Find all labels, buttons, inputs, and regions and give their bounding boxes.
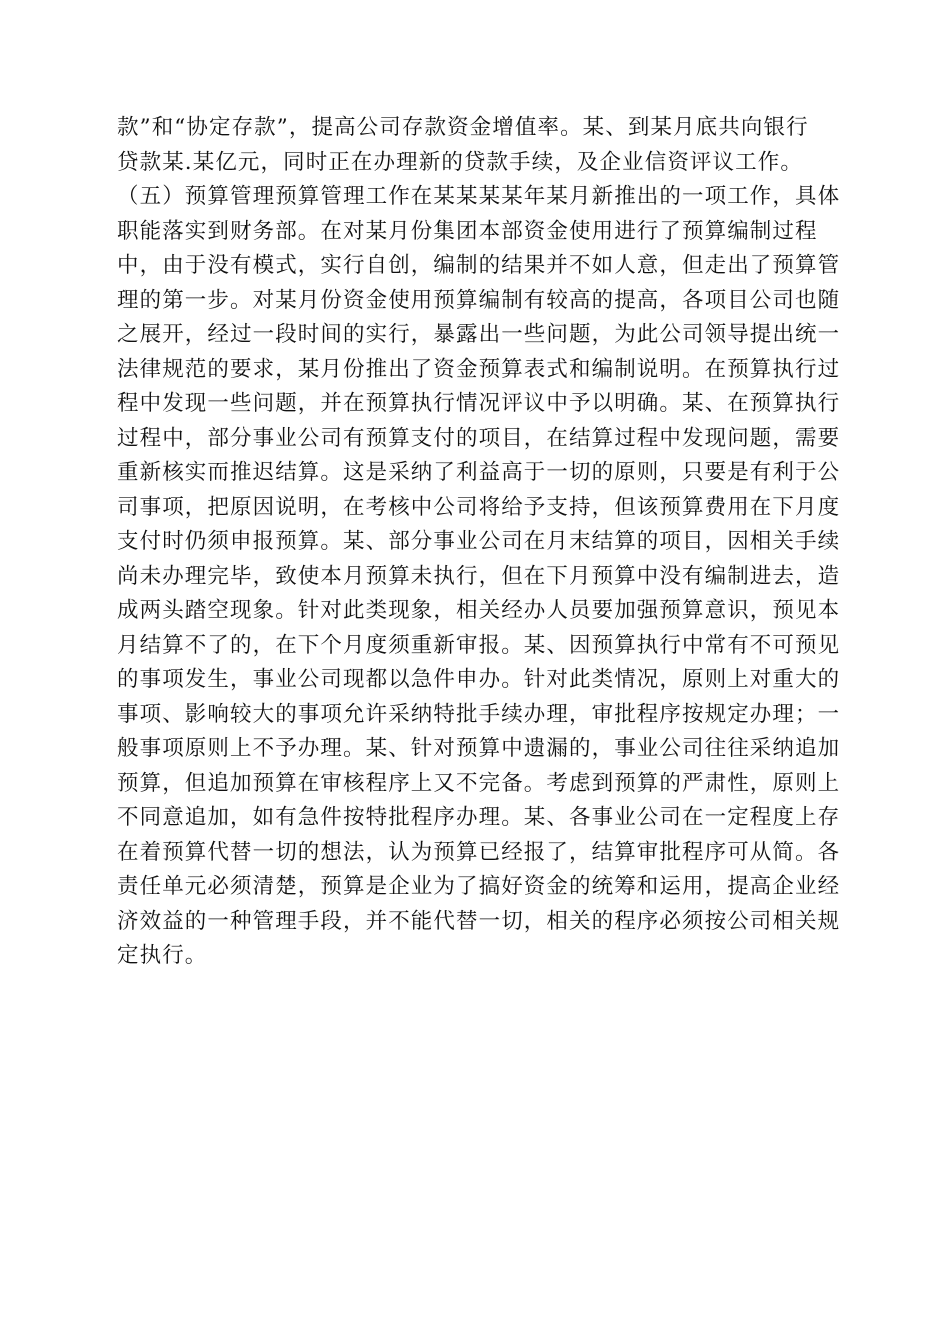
text-line: 法律规范的要求，某月份推出了资金预算表式和编制说明。在预算执行过 [117,356,841,382]
text-line: 事项、影响较大的事项允许采纳特批手续办理，审批程序按规定办理；一 [117,701,841,727]
text-line: 支付时仍须申报预算。某、部分事业公司在月末结算的项目，因相关手续 [117,529,841,554]
text-line: 般事项原则上不予办理。某、针对预算中遗漏的，事业公司往往采纳追加 [117,736,841,761]
text-line: 定执行。 [117,943,208,968]
text-line: 中，由于没有模式，实行自创，编制的结果并不如人意，但走出了预算管 [117,253,841,278]
text-line: 的事项发生，事业公司现都以急件申办。针对此类情况，原则上对重大的 [117,667,841,692]
text-line: 职能落实到财务部。在对某月份集团本部资金使用进行了预算编制过程 [117,218,818,244]
text-line: 理的第一步。对某月份资金使用预算编制有较高的提高，各项目公司也随 [117,287,841,313]
text-line: 之展开，经过一段时间的实行，暴露出一些问题，为此公司领导提出统一 [117,322,841,347]
text-line: 程中发现一些问题，并在预算执行情况评议中予以明确。某、在预算执行 [117,391,841,416]
body-text [117,111,841,974]
text-line: 月结算不了的，在下个月度须重新审报。某、因预算执行中常有不可预见 [117,632,841,658]
text-line: （五）预算管理预算管理工作在某某某某年某月新推出的一项工作，具体 [117,184,841,209]
text-line: 贷款某.某亿元，同时正在办理新的贷款手续，及企业信资评议工作。 [117,149,803,175]
text-line: 济效益的一种管理手段，并不能代替一切，相关的程序必须按公司相关规 [117,908,841,934]
text-line: 责任单元必须清楚，预算是企业为了搞好资金的统筹和运用，提高企业经 [117,874,841,899]
text-line: 款”和“协定存款”，提高公司存款资金增值率。某、到某月底共向银行 [117,115,809,140]
text-line: 在着预算代替一切的想法，认为预算已经报了，结算审批程序可从简。各 [117,839,841,865]
text-line: 司事项，把原因说明，在考核中公司将给予支持，但该预算费用在下月度 [117,494,841,520]
text-line: 预算，但追加预算在审核程序上又不完备。考虑到预算的严肃性，原则上 [117,770,841,796]
text-line: 重新核实而推迟结算。这是采纳了利益高于一切的原则，只要是有利于公 [117,460,841,485]
text-line: 不同意追加，如有急件按特批程序办理。某、各事业公司在一定程度上存 [117,805,841,830]
text-line: 尚未办理完毕，致使本月预算未执行，但在下月预算中没有编制进去，造 [117,563,841,589]
text-line: 过程中，部分事业公司有预算支付的项目，在结算过程中发现问题，需要 [117,425,841,451]
text-line: 成两头踏空现象。针对此类现象，相关经办人员要加强预算意识，预见本 [117,598,841,623]
